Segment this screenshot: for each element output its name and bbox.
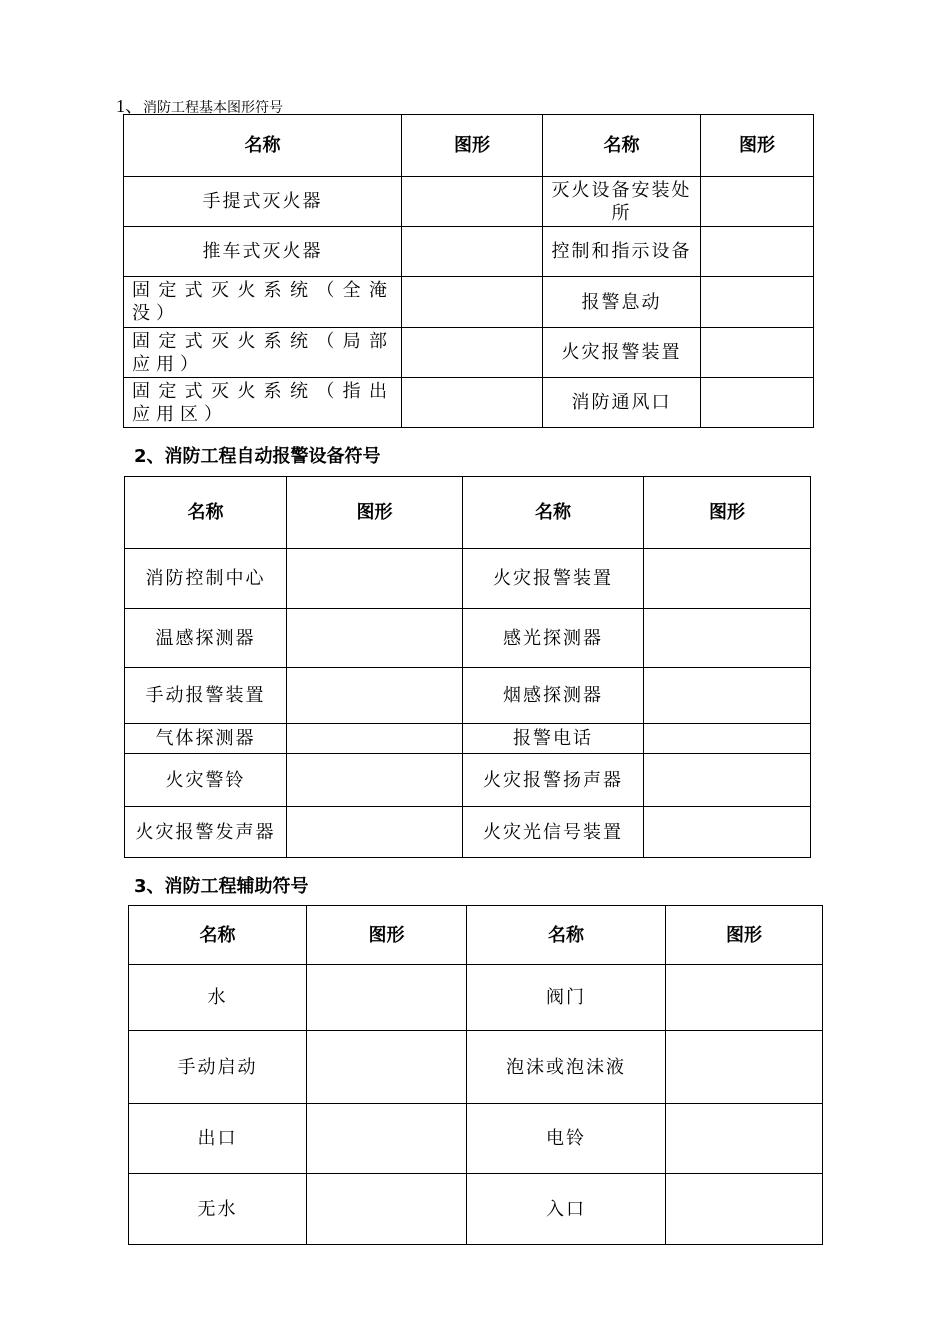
graphic-cell — [287, 724, 463, 754]
row-name-cell: 无水 — [129, 1174, 307, 1245]
header-graphic: 图形 — [666, 906, 823, 965]
header-name: 名称 — [125, 477, 287, 549]
row-name-cell: 火灾报警装置 — [543, 328, 701, 378]
graphic-cell — [287, 807, 463, 858]
section3-title: 3、消防工程辅助符号 — [134, 876, 309, 897]
row-name-cell: 消防控制中心 — [125, 549, 287, 609]
graphic-cell — [307, 1174, 467, 1245]
row-name-cell: 阀门 — [467, 965, 666, 1031]
graphic-cell — [287, 549, 463, 609]
table-header-row — [124, 115, 814, 177]
graphic-cell — [287, 668, 463, 724]
graphic-cell — [644, 754, 811, 807]
graphic-cell — [701, 328, 814, 378]
graphic-cell — [666, 1174, 823, 1245]
header-graphic: 图形 — [701, 115, 814, 177]
alarm-equipment-table — [124, 476, 811, 858]
table-row — [129, 1031, 823, 1104]
table-row — [129, 965, 823, 1031]
header-name: 名称 — [124, 115, 402, 177]
table-row — [125, 754, 811, 807]
row-name-cell: 泡沫或泡沫液 — [467, 1031, 666, 1104]
row-name-cell: 推车式灭火器 — [124, 227, 402, 277]
row-name-cell: 出口 — [129, 1104, 307, 1174]
row-name-cell: 温感探测器 — [125, 609, 287, 668]
graphic-cell — [287, 609, 463, 668]
auxiliary-symbols-table — [128, 905, 823, 1245]
row-name-cell: 火灾报警发声器 — [125, 807, 287, 858]
header-graphic: 图形 — [307, 906, 467, 965]
row-name-cell: 固定式灭火系统（局部应用） — [124, 328, 402, 378]
row-name-cell: 火灾报警扬声器 — [463, 754, 644, 807]
graphic-cell — [701, 177, 814, 227]
table-header-row — [125, 477, 811, 549]
table-row — [125, 807, 811, 858]
header-graphic: 图形 — [644, 477, 811, 549]
graphic-cell — [701, 227, 814, 277]
graphic-cell — [701, 277, 814, 328]
graphic-cell — [402, 328, 543, 378]
header-name: 名称 — [463, 477, 644, 549]
graphic-cell — [307, 1104, 467, 1174]
table-row — [125, 549, 811, 609]
graphic-cell — [666, 1031, 823, 1104]
table-row — [129, 1104, 823, 1174]
row-name-cell: 报警息动 — [543, 277, 701, 328]
graphic-cell — [701, 378, 814, 428]
graphic-cell — [666, 1104, 823, 1174]
header-graphic: 图形 — [287, 477, 463, 549]
graphic-cell — [644, 609, 811, 668]
table-row — [125, 668, 811, 724]
section1-number: 1、 — [116, 96, 143, 116]
row-name-cell: 火灾警铃 — [125, 754, 287, 807]
graphic-cell — [402, 277, 543, 328]
row-name-cell: 固定式灭火系统（指出应用区） — [124, 378, 402, 428]
graphic-cell — [644, 549, 811, 609]
graphic-cell — [644, 668, 811, 724]
graphic-cell — [287, 754, 463, 807]
graphic-cell — [402, 378, 543, 428]
row-name-cell: 手动启动 — [129, 1031, 307, 1104]
header-graphic: 图形 — [402, 115, 543, 177]
row-name-cell: 手动报警装置 — [125, 668, 287, 724]
section2-title: 2、消防工程自动报警设备符号 — [134, 446, 381, 467]
header-name: 名称 — [467, 906, 666, 965]
table-row — [124, 277, 814, 328]
table-row — [124, 177, 814, 227]
table-row — [124, 227, 814, 277]
row-name-cell: 烟感探测器 — [463, 668, 644, 724]
table-header-row — [129, 906, 823, 965]
row-name-cell: 入口 — [467, 1174, 666, 1245]
graphic-cell — [644, 724, 811, 754]
table-row — [125, 724, 811, 754]
row-name-cell: 火灾光信号装置 — [463, 807, 644, 858]
graphic-cell — [402, 227, 543, 277]
table-row — [125, 609, 811, 668]
table-row — [124, 378, 814, 428]
row-name-cell: 报警电话 — [463, 724, 644, 754]
graphic-cell — [402, 177, 543, 227]
row-name-cell: 火灾报警装置 — [463, 549, 644, 609]
row-name-cell: 感光探测器 — [463, 609, 644, 668]
row-name-cell: 气体探测器 — [125, 724, 287, 754]
section1-title: 消防工程基本图形符号 — [143, 100, 283, 116]
graphic-cell — [666, 965, 823, 1031]
table-row — [124, 328, 814, 378]
header-name: 名称 — [129, 906, 307, 965]
row-name-cell: 固定式灭火系统（全淹没） — [124, 277, 402, 328]
row-name-cell: 灭火设备安装处所 — [543, 177, 701, 227]
graphic-cell — [644, 807, 811, 858]
row-name-cell: 控制和指示设备 — [543, 227, 701, 277]
row-name-cell: 消防通风口 — [543, 378, 701, 428]
basic-symbols-table — [123, 114, 814, 428]
graphic-cell — [307, 1031, 467, 1104]
row-name-cell: 电铃 — [467, 1104, 666, 1174]
graphic-cell — [307, 965, 467, 1031]
header-name: 名称 — [543, 115, 701, 177]
row-name-cell: 水 — [129, 965, 307, 1031]
row-name-cell: 手提式灭火器 — [124, 177, 402, 227]
table-row — [129, 1174, 823, 1245]
